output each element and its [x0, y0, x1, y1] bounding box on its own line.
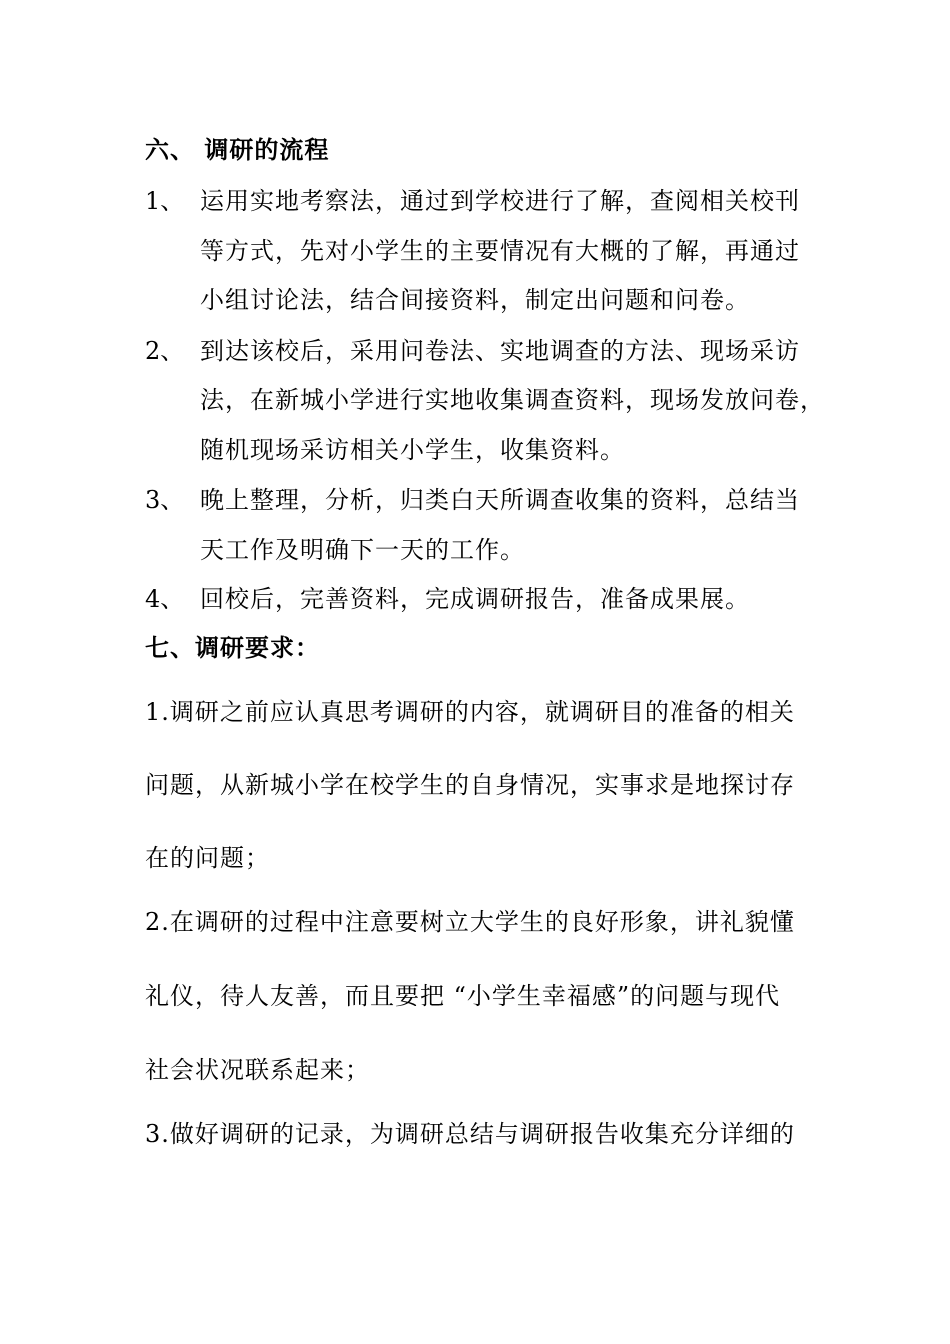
list-item-number: 3、 — [145, 486, 185, 514]
list-item-line: 天工作及明确下一天的工作。 — [200, 536, 525, 564]
paragraph-line: 2.在调研的过程中注意要树立大学生的良好形象，讲礼貌懂 — [145, 908, 795, 936]
list-item-line: 回校后，完善资料，完成调研报告，准备成果展。 — [200, 585, 750, 613]
list-item-line: 运用实地考察法，通过到学校进行了解，查阅相关校刊 — [200, 187, 800, 215]
paragraph-line: 1.调研之前应认真思考调研的内容，就调研目的准备的相关 — [145, 698, 795, 726]
paragraph-line: 3.做好调研的记录，为调研总结与调研报告收集充分详细的 — [145, 1120, 795, 1148]
list-item-line: 到达该校后，采用问卷法、实地调查的方法、现场采访 — [200, 337, 800, 365]
section-7-heading: 七、调研要求： — [145, 634, 320, 662]
list-item-number: 2、 — [145, 337, 185, 365]
paragraph-line: 礼仪，待人友善，而且要把 “小学生幸福感”的问题与现代 — [145, 982, 781, 1010]
paragraph-line: 问题，从新城小学在校学生的自身情况，实事求是地探讨存 — [145, 771, 795, 799]
list-item-line: 等方式，先对小学生的主要情况有大概的了解，再通过 — [200, 237, 800, 265]
section-6-heading: 六、 调研的流程 — [145, 136, 330, 164]
list-item-number: 1、 — [145, 187, 185, 215]
paragraph-line: 社会状况联系起来； — [145, 1056, 370, 1084]
list-item-line: 法，在新城小学进行实地收集调查资料，现场发放问卷， — [200, 386, 825, 414]
paragraph-line: 在的问题； — [145, 844, 270, 872]
list-item-number: 4、 — [145, 585, 185, 613]
list-item-line: 随机现场采访相关小学生，收集资料。 — [200, 436, 625, 464]
list-item-line: 小组讨论法，结合间接资料，制定出问题和问卷。 — [200, 286, 750, 314]
list-item-line: 晚上整理，分析，归类白天所调查收集的资料，总结当 — [200, 486, 800, 514]
